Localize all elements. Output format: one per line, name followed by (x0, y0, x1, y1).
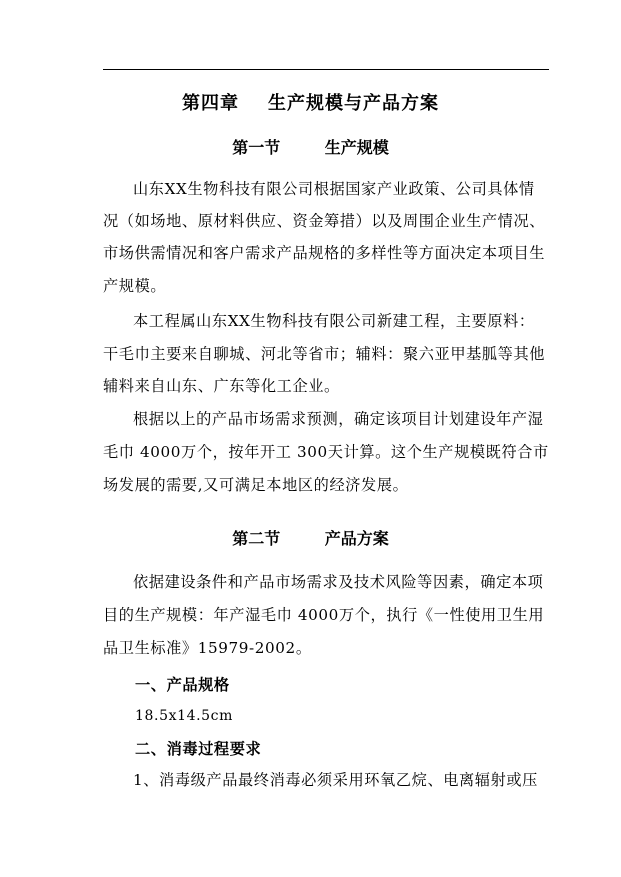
paragraph-line: 根据以上的产品市场需求预测，确定该项目计划建设年产湿 (133, 410, 544, 428)
paragraph-line: 场发展的需要,又可满足本地区的经济发展。 (103, 476, 409, 494)
paragraph-line: 市场供需情况和客户需求产品规格的多样性等方面决定本项目生 (103, 244, 546, 262)
subheading-disinfection: 二、消毒过程要求 (135, 740, 262, 758)
paragraph-line: 况（如场地、原材料供应、资金筹措）以及周围企业生产情况、 (103, 212, 546, 230)
paragraph-line: 辅料来自山东、广东等化工企业。 (103, 377, 340, 395)
paragraph-line: 本工程属山东XX生物科技有限公司新建工程，主要原料： (133, 312, 535, 330)
paragraph-line: 干毛巾主要来自聊城、河北等省市；辅料：聚六亚甲基胍等其他 (103, 345, 546, 363)
section-title-2: 第二节 产品方案 (232, 529, 389, 548)
product-spec-value: 18.5x14.5cm (135, 708, 233, 724)
header-rule (103, 69, 549, 70)
section-title-1: 第一节 生产规模 (232, 138, 389, 157)
paragraph-line: 1、消毒级产品最终消毒必须采用环氧乙烷、电离辐射或压 (133, 771, 538, 789)
paragraph-line: 山东XX生物科技有限公司根据国家产业政策、公司具体情 (133, 180, 535, 198)
chapter-title: 第四章 生产规模与产品方案 (181, 93, 440, 114)
paragraph-line: 毛巾 4000万个，按年开工 300天计算。这个生产规模既符合市 (103, 443, 549, 461)
paragraph-line: 依据建设条件和产品市场需求及技术风险等因素，确定本项 (133, 573, 544, 591)
paragraph-line: 品卫生标准》15979-2002。 (103, 639, 312, 657)
subheading-product-spec: 一、产品规格 (135, 676, 230, 694)
paragraph-line: 目的生产规模：年产湿毛巾 4000万个，执行《一性使用卫生用 (103, 606, 545, 624)
paragraph-line: 产规模。 (103, 277, 167, 295)
